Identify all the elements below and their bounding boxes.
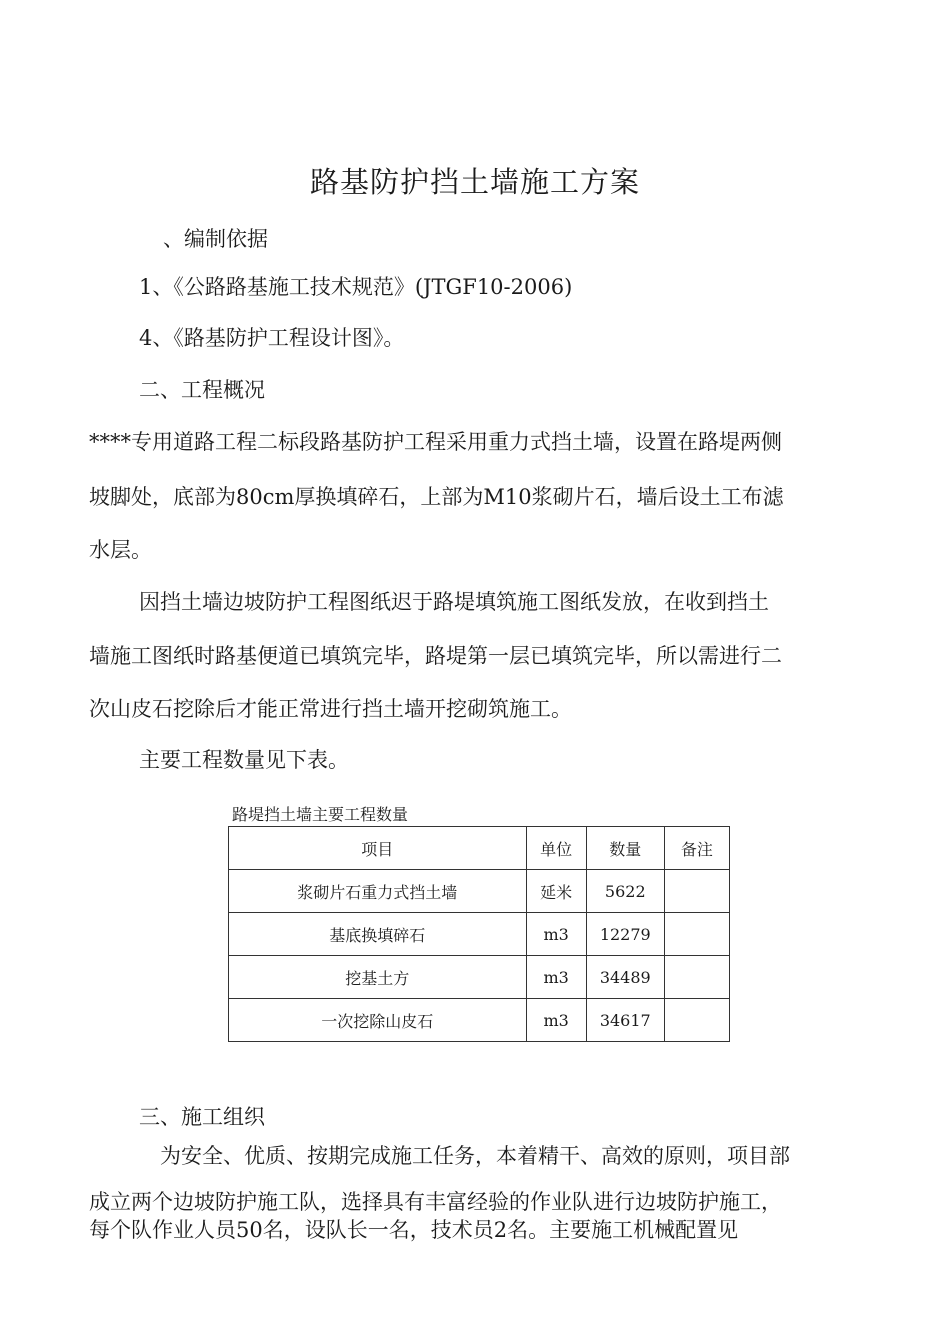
table-reference-text: 主要工程数量见下表。 [139, 748, 349, 772]
overview-paragraph-line: 次山皮石挖除后才能正常进行挡土墙开挖砌筑施工。 [89, 697, 572, 721]
cell-quantity: 12279 [586, 913, 664, 956]
section-heading-overview: 二、工程概况 [139, 378, 265, 402]
cell-quantity: 5622 [586, 870, 664, 913]
overview-paragraph-line: ****专用道路工程二标段路基防护工程采用重力式挡土墙，设置在路堤两侧 [89, 430, 782, 454]
table-row [229, 999, 730, 1042]
section-heading-organization: 三、施工组织 [139, 1105, 265, 1129]
cell-unit: m3 [526, 999, 586, 1042]
cell-remark [664, 999, 729, 1042]
overview-paragraph-line: 坡脚处，底部为80cm厚换填碎石，上部为M10浆砌片石，墙后设土工布滤 [89, 485, 784, 509]
cell-item: 挖基土方 [229, 956, 527, 999]
basis-item-1: 1、《公路路基施工技术规范》(JTGF10-2006) [139, 275, 573, 299]
cell-remark [664, 870, 729, 913]
section-heading-basis: 、编制依据 [163, 227, 268, 251]
cell-item: 浆砌片石重力式挡土墙 [229, 870, 527, 913]
cell-unit: m3 [526, 913, 586, 956]
header-unit: 单位 [526, 827, 586, 870]
table-header-row [229, 827, 730, 870]
table-row [229, 956, 730, 999]
basis-item-4: 4、《路基防护工程设计图》。 [139, 326, 405, 350]
cell-remark [664, 956, 729, 999]
cell-quantity: 34489 [586, 956, 664, 999]
table-row [229, 913, 730, 956]
overview-paragraph-line: 水层。 [89, 538, 152, 562]
document-title: 路基防护挡土墙施工方案 [309, 165, 640, 199]
table-caption: 路堤挡土墙主要工程数量 [232, 805, 409, 824]
table-row [229, 870, 730, 913]
cell-item: 基底换填碎石 [229, 913, 527, 956]
organization-paragraph-line: 成立两个边坡防护施工队，选择具有丰富经验的作业队进行边坡防护施工， [89, 1190, 782, 1214]
header-item: 项目 [229, 827, 527, 870]
organization-paragraph-line: 每个队作业人员50名，设队长一名，技术员2名。主要施工机械配置见 [89, 1218, 739, 1242]
cell-remark [664, 913, 729, 956]
cell-quantity: 34617 [586, 999, 664, 1042]
overview-paragraph-line: 因挡土墙边坡防护工程图纸迟于路堤填筑施工图纸发放，在收到挡土 [139, 590, 769, 614]
cell-item: 一次挖除山皮石 [229, 999, 527, 1042]
header-quantity: 数量 [586, 827, 664, 870]
quantity-table [228, 826, 730, 1042]
overview-paragraph-line: 墙施工图纸时路基便道已填筑完毕，路堤第一层已填筑完毕，所以需进行二 [89, 644, 782, 668]
organization-paragraph-line: 为安全、优质、按期完成施工任务，本着精干、高效的原则，项目部 [160, 1144, 790, 1168]
header-remark: 备注 [664, 827, 729, 870]
cell-unit: m3 [526, 956, 586, 999]
cell-unit: 延米 [526, 870, 586, 913]
